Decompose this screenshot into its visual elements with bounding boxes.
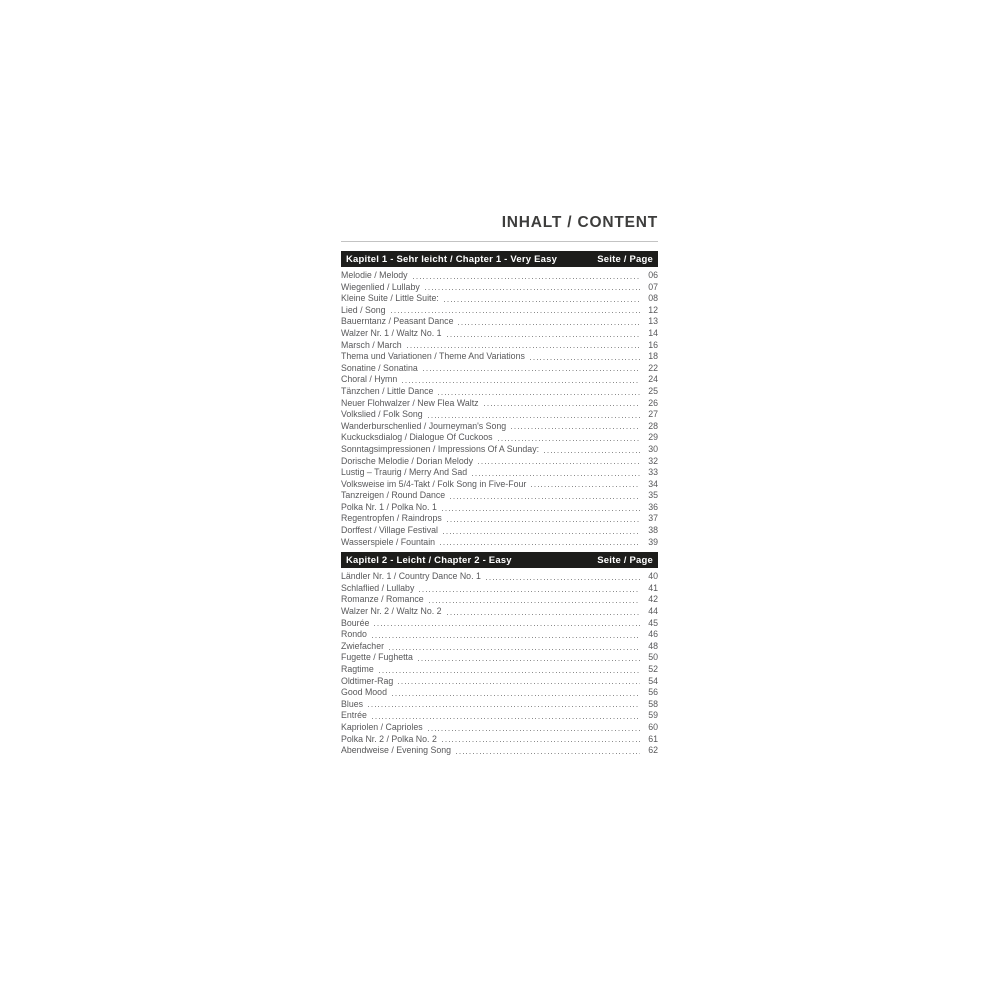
toc-row-page: 12	[648, 304, 658, 315]
chapter-header	[341, 552, 658, 568]
toc-row	[341, 583, 658, 595]
toc-row-title: Ragtime	[341, 664, 374, 674]
dotted-leader	[442, 734, 640, 746]
toc-row	[341, 328, 658, 340]
toc-row	[341, 502, 658, 514]
toc-row-title: Regentropfen / Raindrops	[341, 513, 442, 524]
dotted-leader	[372, 710, 640, 722]
toc-row-title: Wiegenlied / Lullaby	[341, 281, 420, 292]
toc-row	[341, 409, 658, 421]
toc-row-title: Sonntagsimpressionen / Impressions Of A Sunday:	[341, 443, 540, 454]
toc-list	[341, 571, 658, 757]
toc-row-title: Fugette / Fughetta	[341, 652, 413, 663]
dotted-leader	[447, 513, 640, 525]
toc-row	[341, 479, 658, 491]
toc-row	[341, 594, 658, 606]
toc-row-page: 30	[648, 443, 658, 454]
page-column-label: Seite / Page	[597, 253, 653, 265]
toc-row-title: Wanderburschenlied / Journeyman's Song	[341, 420, 507, 431]
toc-row-title: Dorische Melodie / Dorian Melody	[341, 455, 474, 466]
toc-row-page: 44	[648, 606, 658, 617]
toc-row-title: Polka Nr. 1 / Polka No. 1	[341, 501, 437, 512]
chapter-header	[341, 251, 658, 267]
toc-row	[341, 676, 658, 688]
toc-row-title: Sonatine / Sonatina	[341, 362, 418, 373]
page-column-label: Seite / Page	[597, 554, 653, 566]
dotted-leader	[440, 537, 640, 549]
toc-row-page: 61	[648, 733, 658, 744]
toc-row-page: 28	[648, 420, 658, 431]
toc-row-title: Romanze / Romance	[341, 594, 424, 605]
toc-row-page: 13	[648, 316, 658, 327]
toc-row-title: Good Mood	[341, 687, 387, 698]
dotted-leader	[407, 340, 640, 352]
toc-row-page: 06	[648, 270, 658, 280]
dotted-leader	[484, 398, 640, 410]
toc-row-page: 42	[648, 594, 658, 605]
toc-row	[341, 490, 658, 502]
toc-row-title: Walzer Nr. 2 / Waltz No. 2	[341, 606, 442, 617]
toc-row-title: Choral / Hymn	[341, 374, 398, 385]
dotted-leader	[425, 282, 640, 294]
dotted-leader	[478, 456, 640, 468]
toc-row-page: 08	[648, 293, 658, 304]
dotted-leader	[374, 618, 640, 630]
toc-row-page: 22	[648, 362, 658, 373]
dotted-leader	[544, 444, 640, 456]
toc-row-title: Marsch / March	[341, 339, 402, 350]
toc-row-title: Blues	[341, 698, 364, 709]
dotted-leader	[368, 699, 640, 711]
toc-row	[341, 571, 658, 583]
toc-row-title: Walzer Nr. 1 / Waltz No. 1	[341, 327, 442, 338]
dotted-leader	[458, 316, 640, 328]
dotted-leader	[419, 583, 640, 595]
dotted-leader	[423, 363, 640, 375]
dotted-leader	[428, 409, 640, 421]
toc-row-title: Tanzreigen / Round Dance	[341, 490, 446, 501]
toc-row	[341, 386, 658, 398]
toc-row-title: Abendweise / Evening Song	[341, 745, 452, 756]
dotted-leader	[428, 722, 640, 734]
toc-row	[341, 282, 658, 294]
toc-row-page: 26	[648, 397, 658, 408]
dotted-leader	[398, 676, 640, 688]
toc-row-title: Kuckucksdialog / Dialogue Of Cuckoos	[341, 432, 493, 443]
dotted-leader	[511, 421, 640, 433]
toc-row-page: 16	[648, 339, 658, 350]
toc-section	[341, 552, 658, 757]
toc-row-page: 46	[648, 629, 658, 640]
toc-row-title: Dorffest / Village Festival	[341, 525, 438, 536]
toc-row-page: 27	[648, 409, 658, 420]
toc-row	[341, 699, 658, 711]
toc-row	[341, 270, 658, 282]
toc-row	[341, 687, 658, 699]
toc-row	[341, 513, 658, 525]
toc-row-page: 29	[648, 432, 658, 443]
toc-row-page: 62	[648, 745, 658, 756]
dotted-leader	[429, 594, 640, 606]
toc-row	[341, 351, 658, 363]
toc-row-title: Rondo	[341, 629, 367, 640]
dotted-leader	[443, 525, 640, 537]
toc-row	[341, 421, 658, 433]
dotted-leader	[447, 606, 640, 618]
toc-row	[341, 710, 658, 722]
toc-row	[341, 722, 658, 734]
dotted-leader	[442, 502, 640, 514]
dotted-leader	[531, 479, 640, 491]
toc-row-page: 59	[648, 710, 658, 721]
toc-row	[341, 340, 658, 352]
toc-row-title: Wasserspiele / Fountain	[341, 536, 436, 547]
toc-row-page: 45	[648, 617, 658, 628]
dotted-leader	[486, 571, 640, 583]
toc-content	[341, 213, 658, 757]
toc-row-title: Schlaflied / Lullaby	[341, 582, 415, 593]
dotted-leader	[413, 270, 641, 282]
title-divider	[341, 241, 658, 242]
dotted-leader	[438, 386, 640, 398]
dotted-leader	[472, 467, 640, 479]
dotted-leader	[456, 745, 640, 757]
toc-row	[341, 606, 658, 618]
dotted-leader	[530, 351, 640, 363]
toc-row	[341, 641, 658, 653]
toc-row-page: 25	[648, 385, 658, 396]
toc-row-page: 34	[648, 478, 658, 489]
toc-row-page: 14	[648, 327, 658, 338]
toc-row-title: Neuer Flohwalzer / New Flea Waltz	[341, 397, 479, 408]
toc-row-page: 48	[648, 640, 658, 651]
toc-row-page: 58	[648, 698, 658, 709]
dotted-leader	[389, 641, 640, 653]
toc-row-page: 50	[648, 652, 658, 663]
dotted-leader	[392, 687, 640, 699]
toc-row	[341, 363, 658, 375]
toc-row-title: Volkslied / Folk Song	[341, 409, 423, 420]
dotted-leader	[372, 629, 640, 641]
toc-row	[341, 537, 658, 549]
toc-row	[341, 398, 658, 410]
toc-row-title: Thema und Variationen / Theme And Variations	[341, 351, 525, 362]
dotted-leader	[444, 293, 640, 305]
toc-section	[341, 251, 658, 548]
toc-row-page: 54	[648, 675, 658, 686]
chapter-header-label: Kapitel 2 - Leicht / Chapter 2 - Easy	[346, 554, 512, 566]
toc-row-title: Melodie / Melody	[341, 270, 408, 280]
toc-row-title: Bourée	[341, 617, 370, 628]
toc-row	[341, 293, 658, 305]
toc-row-title: Ländler Nr. 1 / Country Dance No. 1	[341, 571, 481, 582]
toc-row	[341, 305, 658, 317]
toc-row-title: Entrée	[341, 710, 367, 721]
chapter-header-label: Kapitel 1 - Sehr leicht / Chapter 1 - Very Easy	[346, 253, 558, 265]
toc-row	[341, 734, 658, 746]
toc-row-title: Bauerntanz / Peasant Dance	[341, 316, 454, 327]
toc-sections	[341, 251, 658, 757]
dotted-leader	[391, 305, 640, 317]
toc-row-page: 18	[648, 351, 658, 362]
toc-row-page: 36	[648, 501, 658, 512]
toc-row-page: 07	[648, 281, 658, 292]
toc-row	[341, 664, 658, 676]
dotted-leader	[418, 652, 640, 664]
toc-row-title: Kleine Suite / Little Suite:	[341, 293, 439, 304]
toc-row	[341, 316, 658, 328]
toc-row-page: 37	[648, 513, 658, 524]
toc-row-page: 60	[648, 721, 658, 732]
toc-row-page: 56	[648, 687, 658, 698]
page-title: INHALT / CONTENT	[501, 214, 658, 231]
toc-row-title: Polka Nr. 2 / Polka No. 2	[341, 733, 437, 744]
toc-row-page: 32	[648, 455, 658, 466]
toc-row-page: 38	[648, 525, 658, 536]
toc-row-title: Oldtimer-Rag	[341, 675, 394, 686]
toc-row-page: 24	[648, 374, 658, 385]
toc-row-page: 52	[648, 664, 658, 674]
toc-row-title: Zwiefacher	[341, 640, 385, 651]
toc-row-title: Tänzchen / Little Dance	[341, 385, 434, 396]
toc-row	[341, 629, 658, 641]
dotted-leader	[447, 328, 640, 340]
toc-row	[341, 374, 658, 386]
dotted-leader	[450, 490, 640, 502]
toc-row	[341, 525, 658, 537]
dotted-leader	[379, 664, 640, 676]
toc-row	[341, 444, 658, 456]
toc-row	[341, 467, 658, 479]
toc-row-page: 33	[648, 467, 658, 478]
toc-row-page: 39	[648, 536, 658, 547]
toc-row	[341, 456, 658, 468]
toc-row-page: 35	[648, 490, 658, 501]
toc-row-page: 41	[648, 582, 658, 593]
toc-row-title: Lustig – Traurig / Merry And Sad	[341, 467, 468, 478]
toc-row	[341, 745, 658, 757]
dotted-leader	[402, 374, 640, 386]
toc-row	[341, 652, 658, 664]
toc-list	[341, 270, 658, 548]
toc-row	[341, 432, 658, 444]
toc-row-title: Lied / Song	[341, 304, 386, 315]
toc-row-page: 40	[648, 571, 658, 582]
toc-row-title: Kapriolen / Caprioles	[341, 721, 423, 732]
toc-row	[341, 618, 658, 630]
dotted-leader	[498, 432, 640, 444]
toc-row-title: Volksweise im 5/4-Takt / Folk Song in Five-Four	[341, 478, 527, 489]
